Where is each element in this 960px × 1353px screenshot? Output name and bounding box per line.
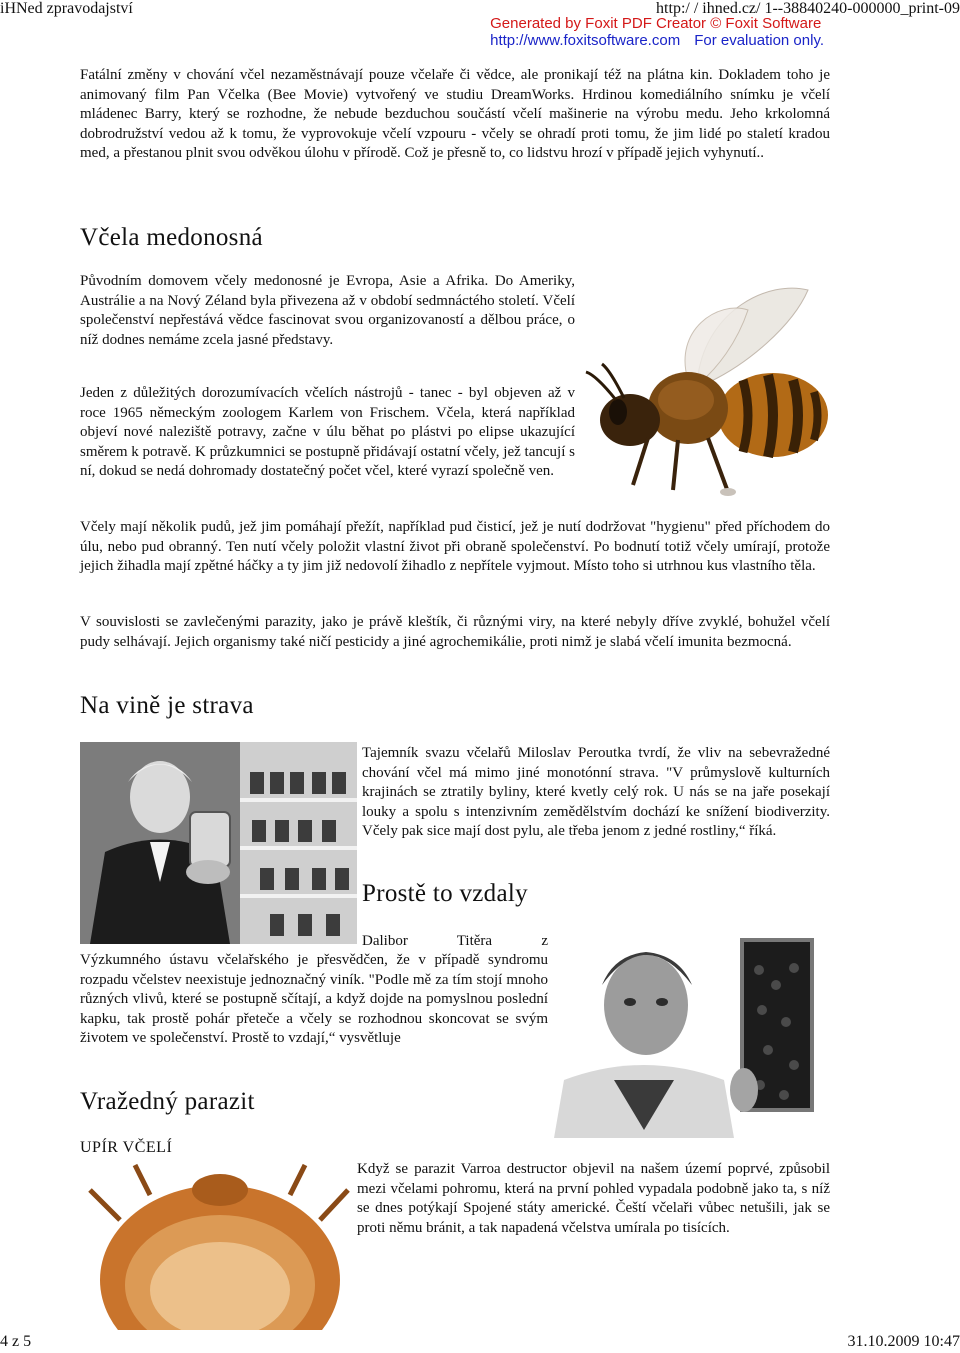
bee-icon [578,280,830,502]
heading-vcela-medonosna: Včela medonosná [80,224,263,251]
paragraph-origin: Původním domovem včely medonosné je Evropa, Asie a Afrika. Do Ameriky, Austrálie a na Nový Zéland byla přivezena až v období sedmnáctého století. Včelí společenství nepřestává vědce fascinovat svou organizovaností a dělbou práce, o níž dodnes nemáme zcela jasné představy. [80,273,575,348]
paragraph-titera: Výzkumného ústavu včelařského je přesvědčen, že v případě syndromu rozpadu včelstev neexistuje jednoznačný viník. "Podle mě za tím stojí mnoho různých vlivů, které se postupně sčítají, a když dojde na pomyslnou poslední kapku, tak prostě pohár přeteče a včely se rozhodnou skoncovat se svým životem ve společenství. Prostě to vzdají,“ vysvětluje [80,952,548,1046]
foxit-line-2 [490,32,838,49]
paragraph-peroutka: Tajemník svazu včelařů Miloslav Peroutka tvrdí, že vliv na sebevražedné chování včel má mimo jiné monotónní strava. "V průmyslově kulturních krajinách se ztratily byliny, které kvetly celý rok. U nás se na jaře posekají louky a spolu s intenzivním zemědělstvím dochází ke snížení biodiverzity. Včely pak sice mají dost pylu, ale třeba jenom z jedné rostliny,“ říká. [362,745,830,839]
paragraph-parasites: V souvislosti se zavlečenými parazity, jako je právě kleštík, či různými viry, na které nebyly dříve zvyklé, bohužel včelí pudy selhávají. Jejich organismy také ničí pesticidy a jiné agrochemikálie, proti nimž je slabá včelí imunita bezmocná. [80,614,830,650]
person-with-honeycomb-icon [554,930,830,1138]
paragraph-titera-start: Dalibor Titěra z [362,933,548,949]
heading-proste-to-vzdaly: Prostě to vzdaly [362,880,528,907]
print-timestamp: 31.10.2009 10:47 [847,1333,960,1350]
paragraph-dance: Jeden z důležitých dorozumívacích včelích nástrojů - tanec - byl objeven až v roce 1965 německým zoologem Karlem von Frischem. Včela, která například objeví nové naleziště potravy, začne v úlu běhat po plástvi po elipse ukazující směrem k potravě. K průzkumnici se postupně přidávají ostatní včely, jež tancují s ní, dokud se nedá dohromady dostatečný počet včel, které vyrazí společně ven. [80,385,575,479]
site-name: iHNed zpravodajství [0,0,133,17]
titera-photo [554,930,830,1138]
mite-icon [80,1160,350,1330]
foxit-watermark [490,15,838,49]
foxit-line-1: Generated by Foxit PDF Creator © Foxit Software [490,15,822,32]
page-url: http:/ / ihned.cz/ 1--38840240-000000_print-09 [656,0,960,17]
paragraph-instincts: Včely mají několik pudů, jež jim pomáhají přežít, například pud čisticí, jež je nutí dodržovat "hygienu" před příchodem do úlu, nebo pud obranný. Ten nutí včely položit vlastní život při obraně společenství. Po bodnutí totiž včely umírají, protože jejich žihadla mají zpětné háčky a ty jim již nedovolí žihadlo z nepřítele vyjmout. Místo toho si utrhnou kus vlastního těla. [80,519,830,574]
foxit-eval: For evaluation only. [694,32,824,49]
person-with-honey-icon [80,742,357,944]
paragraph-bee-movie: Fatální změny v chování včel nezaměstnávají pouze včelaře či vědce, ale pronikají též na plátna kin. Dokladem toho je animovaný film Pan Včelka (Bee Movie) vytvořený ve studiu DreamWorks. Hrdinou komediálního snímku je včelí mládenec Barry, který se rozhodne, že nebude bezduchou součástí včelí mašinerie na výrobu medu. Jeho krkolomná dobrodružství vedou až k tomu, že vyprovokuje včelí vzpouru - včely se ohradí proti tomu, že jim lidé po staletí kradou med, a přestanou plnit svou odvěkou úlohu v přírodě. Což je přesně to, co lidstvu hrozí v případě jejich vyhynutí.. [80,67,830,161]
page-number: 4 z 5 [0,1333,32,1350]
peroutka-photo [80,742,357,944]
foxit-url[interactable]: http://www.foxitsoftware.com [490,32,681,49]
heading-vrazedny-parazit: Vražedný parazit [80,1088,255,1115]
label-upir-vceli: UPÍR VČELÍ [80,1139,173,1156]
heading-na-vine-je-strava: Na vině je strava [80,692,254,719]
varroa-photo [80,1160,350,1330]
bee-photo [578,280,830,502]
paragraph-varroa: Když se parazit Varroa destructor objevil na našem území poprvé, způsobil mezi včelami pohromu, která na první pohled vypadala podobně jako ta, s níž se dnes potýkají Spojené státy americké. Čeští včelaři vůbec netušili, jak se proti němu bránit, a tak napadená včelstva umírala po tisících. [357,1161,830,1236]
